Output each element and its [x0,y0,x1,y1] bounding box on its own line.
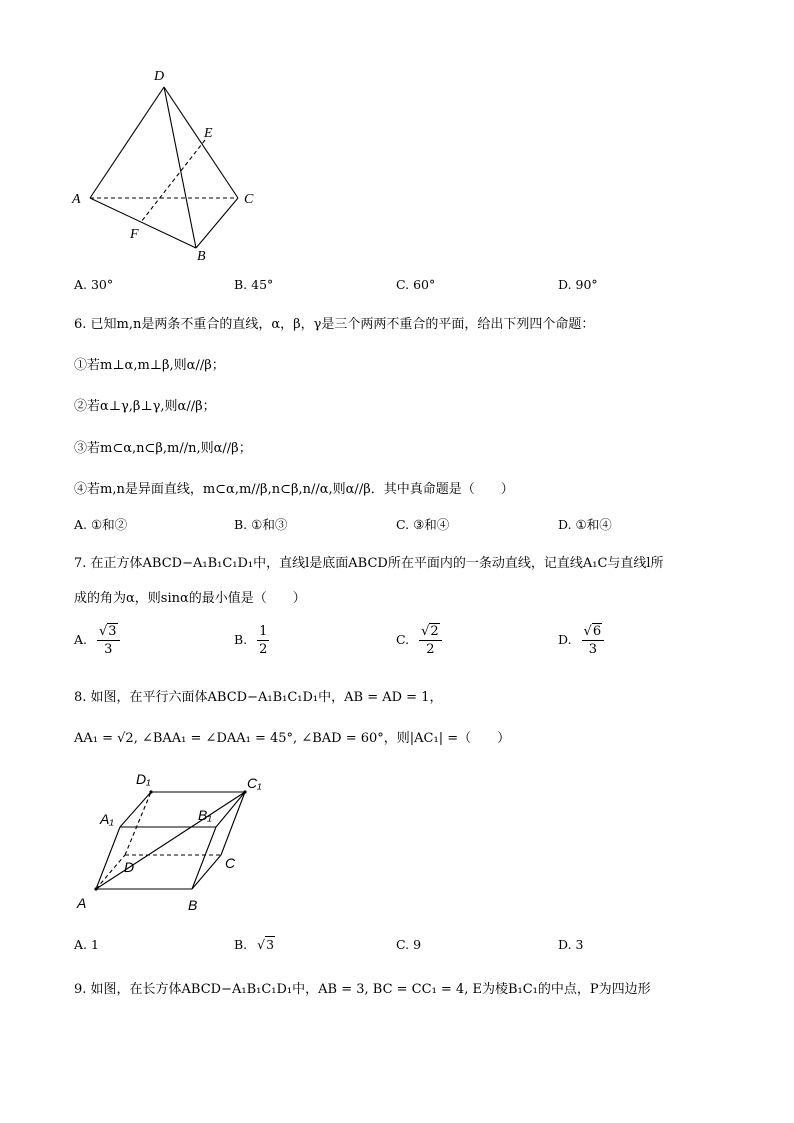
parallelepiped-figure [70,762,280,917]
q7-option-b-prefix: B. [234,632,248,647]
q7-c-den: 2 [426,642,435,657]
q7-option-d [558,624,604,657]
label-D: D [124,859,135,875]
q6-option-c: C. ③和④ [396,517,450,532]
label-A1: A₁ [100,811,114,827]
q6-prop-2: ②若α⊥γ,β⊥γ,则α//β； [74,399,216,414]
q7-stem-line-2: 成的角为α，则sinα的最小值是（ ） [74,591,306,606]
q6-stem: 6. 已知m,n是两条不重合的直线，α，β，γ是三个两两不重合的平面，给出下列四个命题： [74,317,595,332]
edge-B-C [192,855,221,889]
edge-B-B1 [192,827,216,889]
segment-EF-hidden [141,140,205,222]
q7-c-num: 2 [430,624,439,639]
q7-option-b [234,624,269,657]
q7-b-den: 2 [259,642,268,657]
label-B1: B₁ [198,807,212,823]
q7-a-num: 3 [108,624,117,639]
q8-stem-line-1: 8. 如图，在平行六面体ABCD−A₁B₁C₁D₁中，AB = AD = 1， [74,690,443,705]
diagonal-A-C1 [96,792,245,889]
q5-option-b: B. 45° [234,277,274,292]
q6-prop-4: ④若m,n是异面直线，m⊂α,m//β,n⊂β,n//α,则α//β．其中真命题是（ ） [74,482,514,497]
label-F: F [130,227,139,242]
q8-stem-line-2: AA₁ = √2, ∠BAA₁ = ∠DAA₁ = 45°, ∠BAD = 60°，则|AC₁| =（ ） [74,731,511,746]
tetrahedron-figure [60,60,280,270]
label-C: C [225,855,236,871]
q7-option-c-prefix: C. [396,632,410,647]
q8-option-a: A. 1 [74,937,99,952]
edge-AB [90,198,196,248]
q7-option-b-fraction [257,624,269,657]
q7-stem-line-1: 7. 在正方体ABCD−A₁B₁C₁D₁中，直线l是底面ABCD所在平面内的一条动直线，记直线A₁C与直线l所 [74,556,664,571]
label-A: A [77,895,87,911]
q6-option-d: D. ①和④ [558,517,612,532]
edge-B1-C1 [216,792,245,827]
label-B: B [188,897,198,913]
q7-option-c-fraction: $\frac{√2}{2}$ [419,624,442,657]
edge-DA [90,87,164,198]
edge-A-D-hidden [96,855,125,889]
q8-option-d: D. 3 [558,937,584,952]
q7-a-den: 3 [104,642,113,657]
q9-stem: 9. 如图，在长方体ABCD−A₁B₁C₁D₁中，AB = 3, BC = CC₁ = 4, E为棱B₁C₁的中点，P为四边形 [74,982,651,997]
q7-b-num: 1 [259,624,268,639]
edge-BC [196,198,238,248]
edge-A-A1 [96,827,120,889]
label-B: B [197,249,206,264]
q8-option-b-value: 3 [266,937,275,952]
q8-option-b: B. √3 [234,937,275,952]
label-C1: C₁ [247,775,262,791]
q5-option-a: A. 30° [74,277,114,292]
edge-D1-A1 [120,792,151,827]
label-E: E [204,126,213,141]
label-D: D [154,69,165,84]
q6-option-b: B. ①和③ [234,517,288,532]
q8-option-c: C. 9 [396,937,422,952]
q7-option-d-fraction: $\frac{√6}{3}$ [582,624,605,657]
q8-option-b-prefix: B. [234,937,248,952]
q7-option-d-prefix: D. [558,632,572,647]
q7-option-c [396,624,442,657]
q5-option-c: C. 60° [396,277,436,292]
q7-option-a [74,624,120,657]
q7-option-a-prefix: A. [74,632,88,647]
q6-prop-3: ③若m⊂α,n⊂β,m//n,则α//β； [74,441,252,456]
q7-d-den: 3 [588,642,597,657]
q7-d-num: 6 [592,624,602,639]
edge-D-D1-hidden [125,792,151,855]
edge-C-C1 [221,792,245,855]
q6-option-a: A. ①和② [74,517,128,532]
q5-option-d: D. 90° [558,277,598,292]
label-C: C [244,192,254,207]
label-A: A [72,192,81,207]
q7-option-a-fraction: $\frac{√3}{3}$ [97,624,120,657]
label-D1: D₁ [136,771,151,787]
q6-prop-1: ①若m⊥α,m⊥β,则α//β； [74,358,225,373]
